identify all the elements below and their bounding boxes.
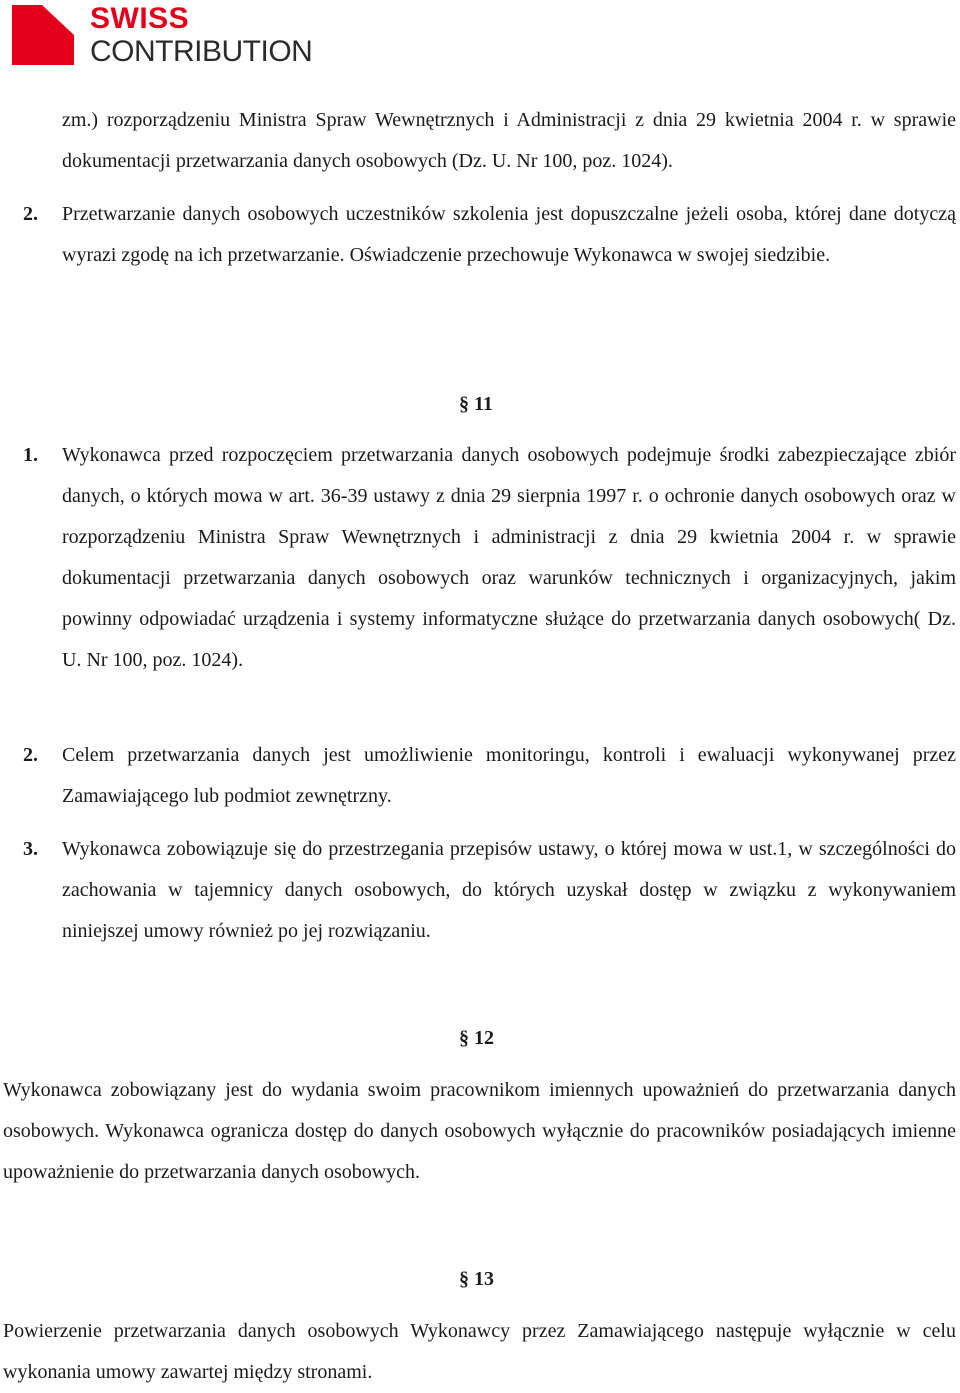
swiss-flag-icon: [12, 5, 74, 65]
continuation-paragraph: zm.) rozporządzeniu Ministra Spraw Wewnętrznych i Administracji z dnia 29 kwietnia 2004 r. w sprawie dokumentacji przetwarzania danych osobowych (Dz. U. Nr 100, poz. 1024).: [62, 109, 956, 172]
section-paragraph: Powierzenie przetwarzania danych osobowych Wykonawcy przez Zamawiającego następuje wyłącznie w celu wykonania umowy zawartej między stronami.: [3, 1320, 956, 1383]
section-heading-11: § 11: [459, 393, 493, 415]
section-heading-12: § 12: [459, 1027, 494, 1049]
item-number: 3.: [23, 838, 38, 860]
item-number: 1.: [23, 444, 38, 466]
logo-text-contribution: CONTRIBUTION: [90, 35, 313, 68]
item-text: Przetwarzanie danych osobowych uczestników szkolenia jest dopuszczalne jeżeli osoba, której dane dotyczą wyrazi zgodę na ich przetwarzanie. Oświadczenie przechowuje Wykonawca w swojej siedzibie.: [62, 203, 956, 266]
item-text: Wykonawca przed rozpoczęciem przetwarzania danych osobowych podejmuje środki zabezpieczające zbiór danych, o których mowa w art. 36-39 ustawy z dnia 29 sierpnia 1997 r. o ochronie danych osobowych oraz w rozporządzeniu Ministra Spraw Wewnętrznych i administracji z dnia 29 kwietnia 2004 r. w sprawie dokumentacji przetwarzania danych osobowych oraz warunków technicznych i organizacyjnych, jakim powinny odpowiadać urządzenia i systemy informatyczne służące do przetwarzania danych osobowych( Dz. U. Nr 100, poz. 1024).: [62, 444, 956, 671]
item-text: Celem przetwarzania danych jest umożliwienie monitoringu, kontroli i ewaluacji wykonywanej przez Zamawiającego lub podmiot zewnętrzny.: [62, 744, 956, 807]
section-paragraph: Wykonawca zobowiązany jest do wydania swoim pracownikom imiennych upoważnień do przetwarzania danych osobowych. Wykonawca ogranicza dostęp do danych osobowych wyłącznie do pracowników posiadających imienne upoważnienie do przetwarzania danych osobowych.: [3, 1079, 956, 1183]
item-text: Wykonawca zobowiązuje się do przestrzegania przepisów ustawy, o której mowa w ust.1, w szczególności do zachowania w tajemnicy danych osobowych, do których uzyskał dostęp w związku z wykonywaniem niniejszej umowy również po jej rozwiązaniu.: [62, 838, 956, 942]
item-number: 2.: [23, 203, 38, 225]
swiss-contribution-logo: [12, 2, 332, 68]
section-heading-13: § 13: [459, 1268, 494, 1290]
logo-text-swiss: SWISS: [90, 2, 190, 35]
item-number: 2.: [23, 744, 38, 766]
